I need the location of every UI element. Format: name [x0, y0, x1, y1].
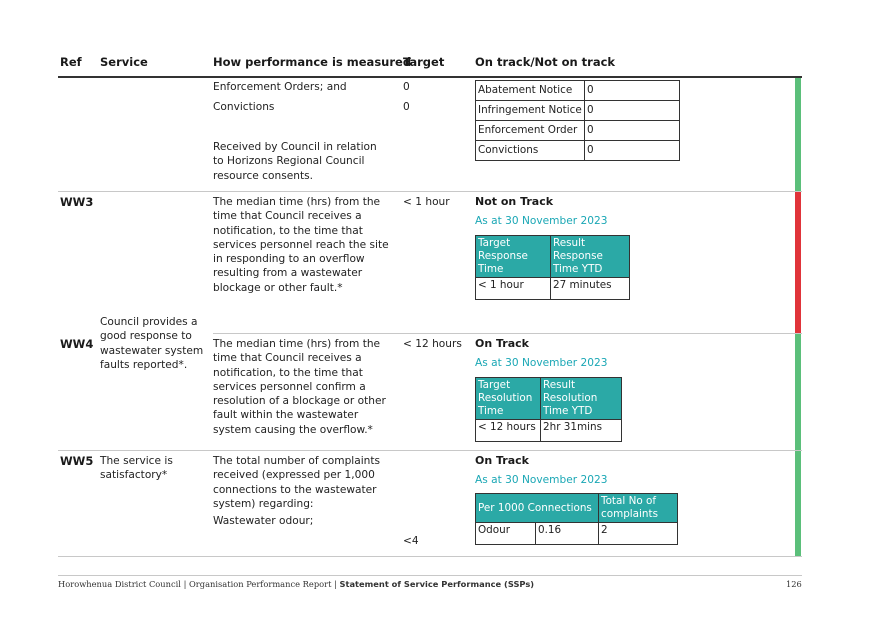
table-row: [476, 81, 680, 101]
table-header-row: [476, 378, 622, 420]
col-header-on-track: On track/Not on track: [475, 55, 616, 69]
row-divider: [58, 556, 802, 557]
measure-ww3: The median time (hrs) from the time that Council receives a notification, to the time that services personnel reach the site in responding to an overflow resulting from a wastewater blockage or other fault.*: [213, 196, 389, 294]
status-bar-on-track: [795, 78, 801, 191]
service-description: Council provides a good response to wastewater system faults reported*.: [100, 316, 204, 371]
col-header-target: Target: [403, 55, 445, 69]
table-header-cell: Result Resolution Time YTD: [541, 378, 622, 420]
ref-ww3: WW3: [60, 195, 94, 209]
table-row: [476, 420, 622, 442]
footer-org: Horowhenua District Council | Organisation Performance Report |: [58, 579, 340, 589]
status-ww5: On Track: [475, 454, 529, 467]
table-row: [476, 523, 678, 545]
target-ww5: <4: [403, 535, 419, 547]
table-cell: Convictions: [476, 141, 585, 161]
col-header-service: Service: [100, 55, 148, 69]
row-divider: [213, 333, 802, 334]
table-header-row: [476, 236, 630, 278]
table-cell: 0: [585, 101, 680, 121]
enforcement-table: [475, 80, 680, 161]
footer-divider: [58, 575, 802, 576]
ww4-result-table: [475, 377, 622, 442]
status-ww3: Not on Track: [475, 195, 554, 208]
table-cell: Abatement Notice: [476, 81, 585, 101]
col-header-how-measured: How performance is measured: [213, 55, 412, 69]
table-header-cell: Target Response Time: [476, 236, 551, 278]
target-value: 0: [403, 81, 410, 93]
ref-ww5: WW5: [60, 454, 94, 468]
table-cell: 0.16: [536, 523, 599, 545]
table-row: [476, 101, 680, 121]
target-ww4: < 12 hours: [403, 338, 462, 350]
table-header-cell: Result Response Time YTD: [551, 236, 630, 278]
status-bar-on-track: [795, 333, 801, 556]
header-divider: [58, 76, 802, 78]
status-bar-not-on-track: [795, 191, 801, 333]
measure-enforcement-orders: Enforcement Orders; and: [213, 81, 347, 93]
table-cell: 2: [599, 523, 678, 545]
table-cell: 27 minutes: [551, 278, 630, 300]
ref-ww4: WW4: [60, 337, 94, 351]
table-cell: 0: [585, 121, 680, 141]
measure-convictions: Convictions: [213, 101, 275, 113]
measure-ww5: The total number of complaints received (expressed per 1,000 connections to the wastewater system) regarding:: [213, 455, 381, 510]
as-at-date: As at 30 November 2023: [475, 357, 608, 369]
row-divider: [58, 191, 802, 192]
table-header-cell: Target Resolution Time: [476, 378, 541, 420]
ww3-result-table: [475, 235, 630, 300]
table-cell: < 1 hour: [476, 278, 551, 300]
table-cell: 0: [585, 81, 680, 101]
footer-text: [58, 579, 534, 589]
table-cell: Enforcement Order: [476, 121, 585, 141]
table-cell: < 12 hours: [476, 420, 541, 442]
table-header-cell: Total No of complaints: [599, 494, 678, 523]
col-header-ref: Ref: [60, 55, 82, 69]
table-row: [476, 141, 680, 161]
measure-ww5-odour: Wastewater odour;: [213, 515, 314, 527]
footer-section-title: Statement of Service Performance (SSPs): [339, 579, 535, 589]
table-row: [476, 278, 630, 300]
service-ww5: The service is satisfactory*: [100, 455, 173, 482]
table-header-row: [476, 494, 678, 523]
table-cell: Infringement Notice: [476, 101, 585, 121]
table-cell: 2hr 31mins: [541, 420, 622, 442]
as-at-date: As at 30 November 2023: [475, 474, 608, 486]
measure-received-by-council: Received by Council in relation to Horizons Regional Council resource consents.: [213, 141, 377, 182]
target-value: 0: [403, 101, 410, 113]
table-cell: 0: [585, 141, 680, 161]
page-number: 126: [786, 579, 802, 589]
as-at-date: As at 30 November 2023: [475, 215, 608, 227]
row-divider: [58, 450, 802, 451]
table-row: [476, 121, 680, 141]
target-ww3: < 1 hour: [403, 196, 450, 208]
ww5-complaints-table: [475, 493, 678, 545]
table-header-cell: Per 1000 Connections: [476, 494, 599, 523]
measure-ww4: The median time (hrs) from the time that Council receives a notification, to the time that services personnel confirm a resolution of a blockage or other fault within the wastewater system causing the overflow.*: [213, 338, 386, 436]
table-cell: Odour: [476, 523, 536, 545]
status-ww4: On Track: [475, 337, 529, 350]
